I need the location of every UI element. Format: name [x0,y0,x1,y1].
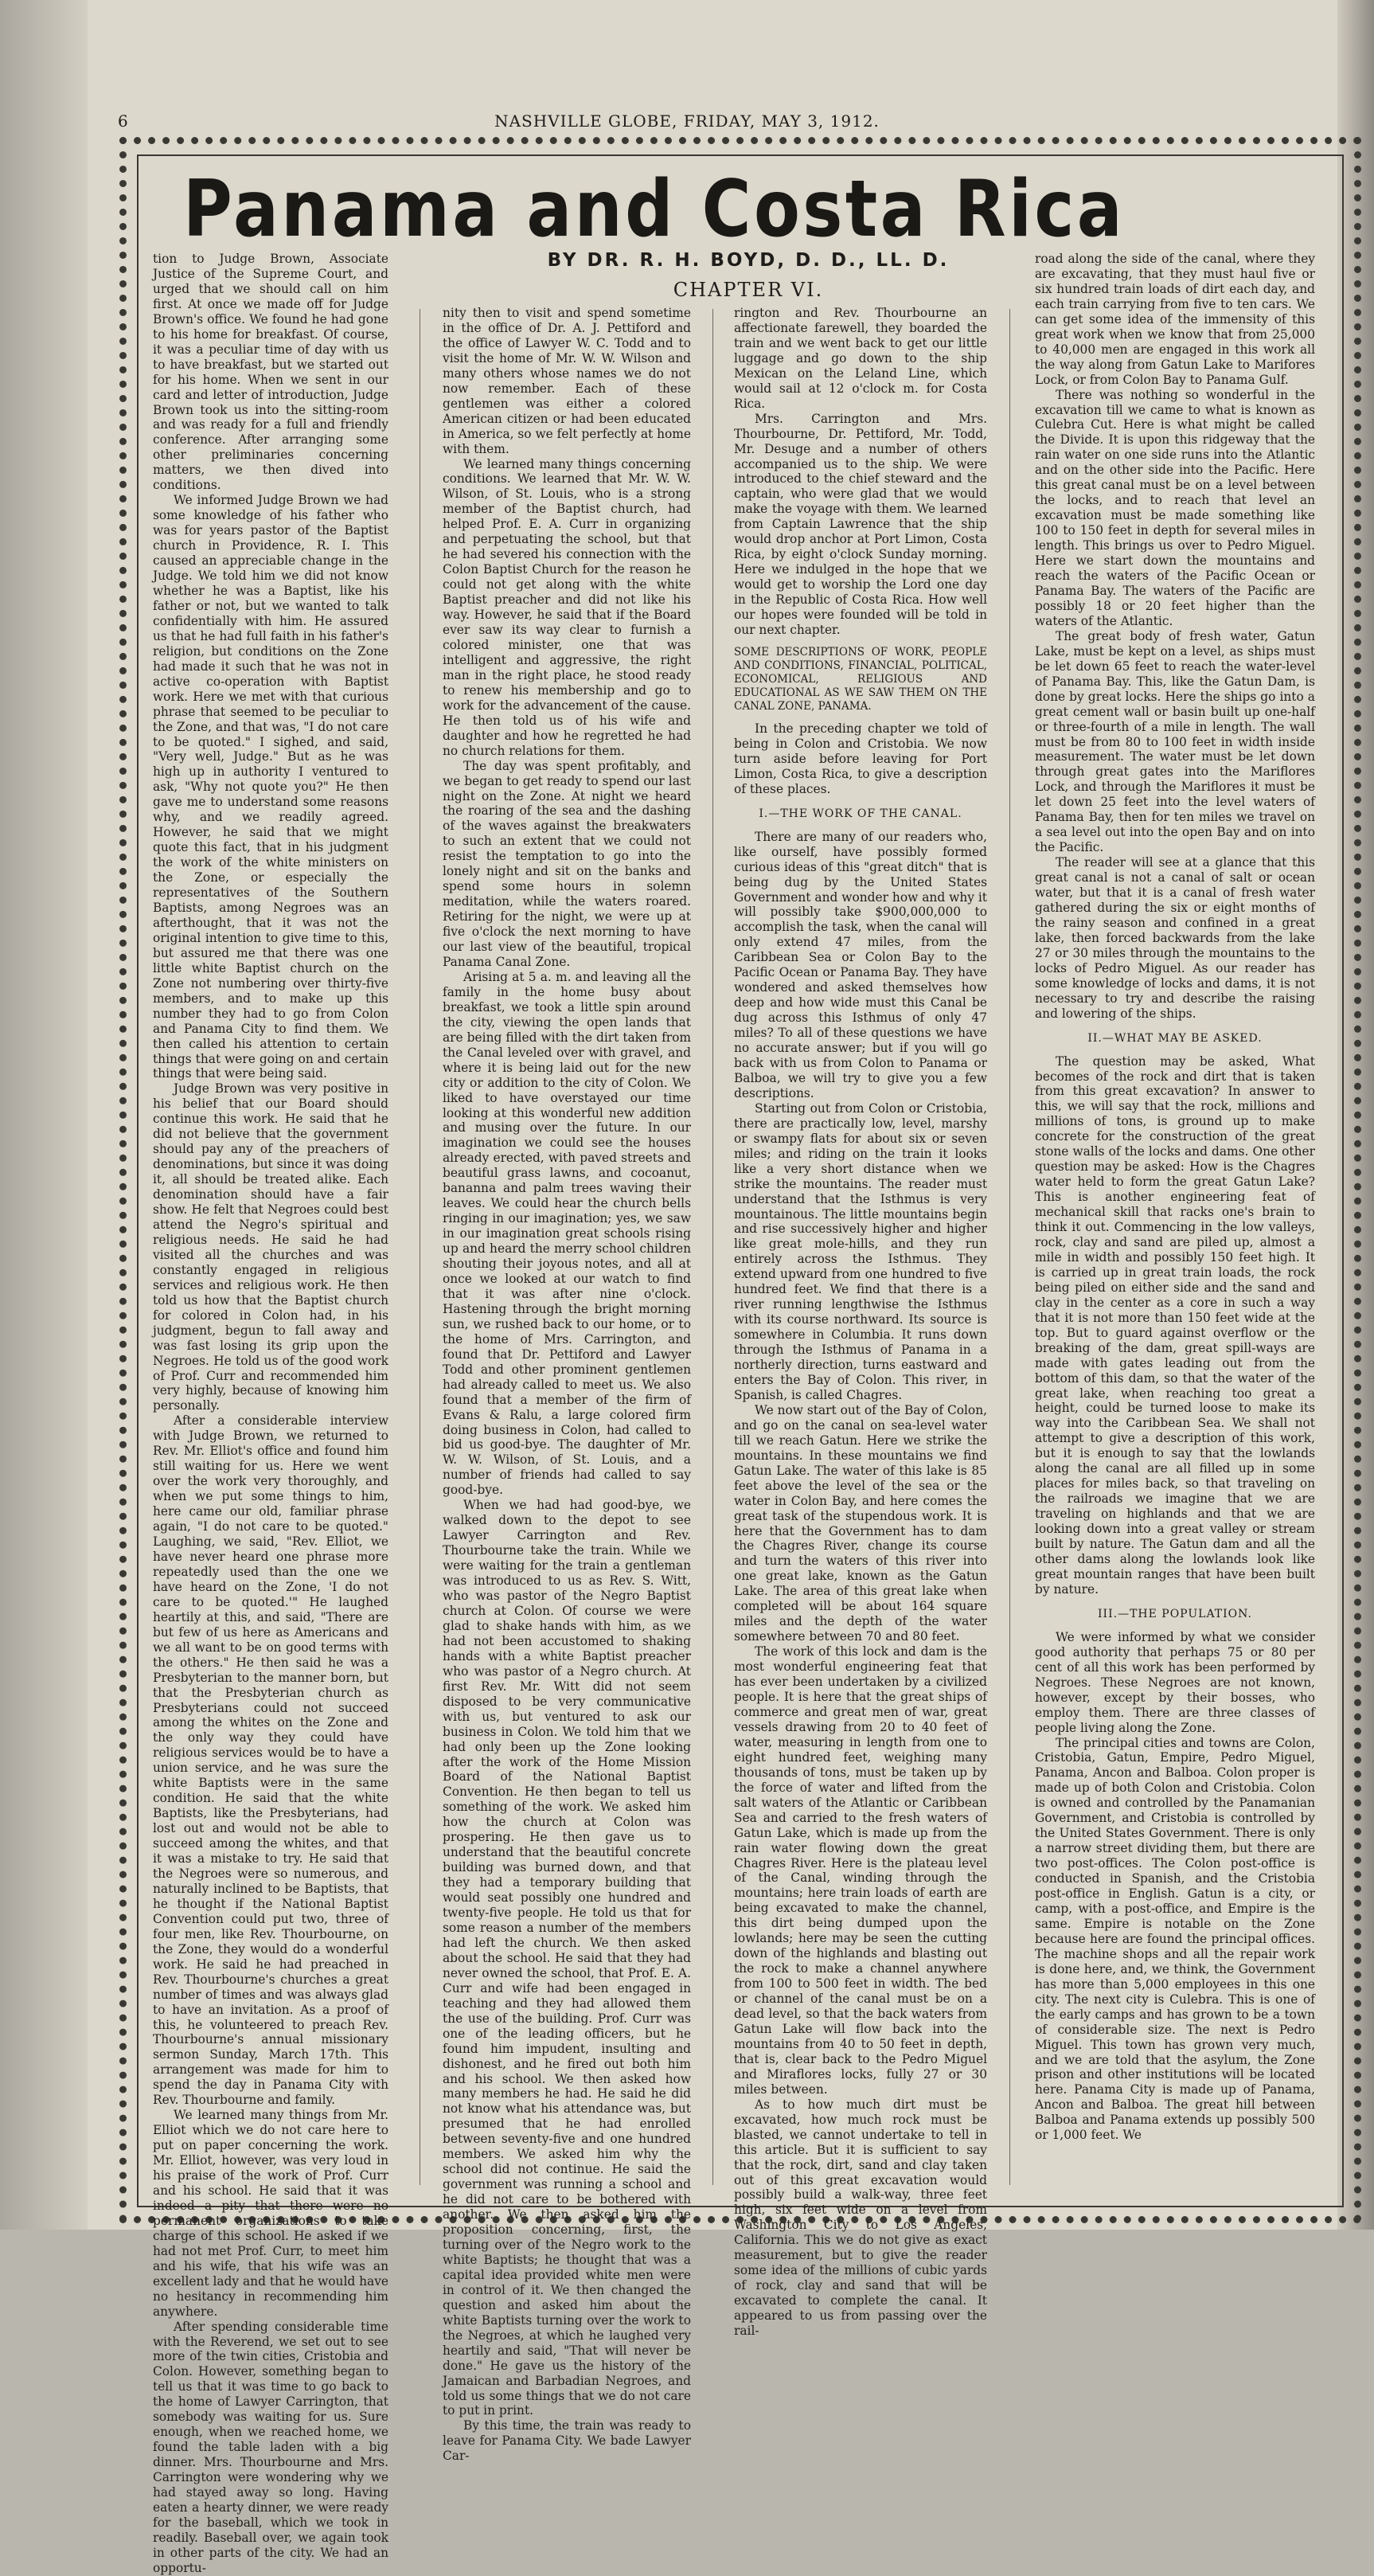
paragraph: Starting out from Colon or Cristobia, there are practically low, level, marshy or swampy flats for about six or seven miles; and riding on the train it looks like a very short distance when we strike the mountains. The reader must understand that the Isthmus is very mountainous. The little mountains begin and rise successively higher and higher like great mole-hills, and they run entirely across the Isthmus. They extend upward from one hundred to five hundred feet. We find that there is a river running lengthwise the Isthmus with its course northward. Its source is somewhere in Columbia. It runs down through the Isthmus of Panama in a northerly direction, turns eastward and enters the Bay of Colon. This river, in Spanish, is called Chagres. [734,1100,987,1402]
paragraph: We informed Judge Brown we had some knowledge of his father who was for years pastor of the Baptist church in Providence, R. I. This caused an appreciable change in the Judge. We told him we did not know whether he was a Baptist, like his father or not, but we wanted to talk confidentially with him. He assured us that he had full faith in his father's religion, but conditions on the Zone had made it such that he was not in active co-operation with Baptist work. Here we met with that curious phrase that seemed to be peculiar to the Zone, and that was, "I do not care to be quoted." I sighed, and said, "Very well, Judge." But as he was high up in authority I ventured to ask, "Why not quote you?" He then gave me to understand some reasons why, and we readily agreed. However, he said that we might quote this fact, that in his judgment the work of the white ministers on the Zone, or especially the representatives of the Southern Baptists, among Negroes was an afterthought, that it was not the original intention to give time to this, but assured me that there was one little white Baptist church on the Zone not numbering over thirty-five members, and to make up this number they had to go from Colon and Panama City to find them. We then called his attention to certain things that were going on and certain things that were being said. [153,493,388,1081]
section-heading: II.—WHAT MAY BE ASKED. [1087,1031,1263,1045]
paragraph: The day was spent profitably, and we began to get ready to spend our last night on the Zone. At night we heard the roaring of the sea and the dashing of the waves against the breakwaters to such an extent that we could not resist the temptation to go into the lonely night and sit on the banks and spend some hours in solemn meditation, while the waters roared. Retiring for the night, we were up at five o'clock the next morning to have our last view of the beautiful, tropical Panama Canal Zone. [443,758,691,969]
paragraph: After a considerable interview with Judge Brown, we returned to Rev. Mr. Elliot's office and found him still waiting for us. Here we went over the work very thoroughly, and when we put some things to him, here came our old, familiar phrase again, "I do not care to be quoted." Laughing, we said, "Rev. Elliot, we have never heard one phrase more repeatedly used than the one we have heard on the Zone, 'I do not care to be quoted.'" He laughed heartily at this, and said, "There are but few of us here as Americans and we all want to be on good terms with the others." He then said he was a Presbyterian to the manner born, but that the Presbyterian church as Presbyterians could not succeed among the whites on the Zone and the only way they could have religious services would be to have a union service, and he was sure the white Baptists were in the same condition. He said that the white Baptists, like the Presbyterians, had lost out and would not be able to succeed among the whites, and that it was a mistake to try. He said that the Negroes were so numerous, and naturally inclined to be Baptists, that he thought if the National Baptist Convention could put two, three of four men, like Rev. Thourbourne, on the Zone, they would do a wonderful work. He said he had preached in Rev. Thourbourne's churches a great number of times and was always glad to have an invitation. As a proof of this, he volunteered to preach Rev. Thourbourne's annual missionary sermon Sunday, March 17th. This arrangement was made for him to spend the day in Panama City with Rev. Thourbourne and family. [153,1413,388,2108]
page-fold-shadow-left [0,0,88,2230]
section-subheading: SOME DESCRIPTIONS OF WORK, PEOPLE AND CONDITIONS, FINANCIAL, POLITICAL, ECONOMICAL, RELIGIOUS AND EDUCATIONAL AS WE SAW THEM ON THE CANAL ZONE, PANAMA. [734,645,987,713]
article-column-4 [1035,252,1315,2187]
article-column-3 [734,306,987,2339]
column-rule [712,309,713,2185]
paragraph: Judge Brown was very positive in his belief that our Board should continue this work. He said that he did not believe that the government should pay any of the preachers of denominations, but since it was doing it, all should be treated alike. Each denomination should have a fair show. He felt that Negroes could best attend the Negro's spiritual and religious needs. He said he had visited all the churches and was constantly engaged in religious services and religious work. He then told us how that the Baptist church for colored in Colon had, in his judgment, begun to fall away and was fast losing its grip upon the Negroes. He told us of the good work of Prof. Curr and recommended him very highly, because of knowing him personally. [153,1081,388,1413]
article-headline: Panama and Costa Rica [183,164,1126,255]
paragraph: Arising at 5 a. m. and leaving all the family in the home busy about breakfast, we took a little spin around the city, viewing the open lands that are being filled with the dirt taken from the Canal leveled over with gravel, and where it is being laid out for the new city or addition to the city of Colon. We liked to have overstayed our time looking at this wonderful new addition and musing over the future. In our imagination we could see the houses already erected, with paved streets and beautiful grass lawns, and cocoanut, bananna and palm trees waving their leaves. We could hear the church bells ringing in our imagination; yes, we saw in our imagination great schools rising up and heard the merry school children shouting their joyous notes, and all at once we looked at our watch to find that it was after nine o'clock. Hastening through the bright morning sun, we rushed back to our home, or to the home of Mrs. Carrington, and found that Dr. Pettiford and Lawyer Todd and other prominent gentlemen had already called to meet us. We also found that a member of the firm of Evans & Ralu, a large colored firm doing business in Colon, had called to bid us good-bye. The daughter of Mr. W. W. Wilson, of St. Louis, and a number of friends had called to say good-bye. [443,969,691,1498]
paragraph: After spending considerable time with the Reverend, we set out to see more of the twin cities, Cristobia and Colon. However, something began to tell us that it was time to go back to the home of Lawyer Carrington, that somebody was waiting for us. Sure enough, when we reached home, we found the table laden with a big dinner. Mrs. Thourbourne and Mrs. Carrington were wondering why we had stayed away so long. Having eaten a hearty dinner, we were ready for the baseball, which we took in readily. Baseball over, we again took in other parts of the city. We had an opportu- [153,2319,388,2575]
paragraph: As to how much dirt must be excavated, how much rock must be blasted, we cannot undertake to tell in this article. But it is sufficient to say that the rock, dirt, sand and clay taken out of this great excavation would possibly build a walk-way, three feet high, six feet wide on a level from Washington City to Los Angeles, California. This we do not give as exact measurement, but to give the reader some idea of the millions of cubic yards of rock, clay and sand that will be excavated to complete the canal. It appeared to us from passing over the rail- [734,2097,987,2339]
paragraph: The work of this lock and dam is the most wonderful engineering feat that has ever been undertaken by a civilized people. It is here that the great ships of commerce and great men of war, great vessels drawing from 20 to 40 feet of water, measuring in length from one to eight hundred feet, weighing many thousands of tons, must be taken up by the force of water and lifted from the salt waters of the Atlantic or Caribbean Sea and carried to the fresh waters of Gatun Lake, which is made up from the rain water flowing down the great Chagres River. Here is the plateau level of the Canal, winding through the mountains; here train loads of earth are being excavated to make the channel, this dirt being dumped upon the lowlands; here may be seen the cutting down of the highlands and blasting out the rock to make a channel anywhere from 100 to 500 feet in width. The bed or channel of the canal must be on a dead level, so that the back waters from Gatun Lake will flow back into the mountains from 40 to 50 feet in depth, that is, clear back to the Pedro Miguel and Miraflores locks, fully 27 or 30 miles between. [734,1644,987,2097]
paragraph: We now start out of the Bay of Colon, and go on the canal on sea-level water till we reach Gatun. Here we strike the mountains. In these mountains we find Gatun Lake. The water of this lake is 85 feet above the level of the sea or the water in Colon Bay, and here comes the great task of the stupendous work. It is here that the Government has to dam the Chagres River, change its course and turn the waters of this river into one great lake, known as the Gatun Lake. The area of this great lake when completed will be about 164 square miles and the depth of the water somewhere between 70 and 80 feet. [734,1402,987,1644]
chapter-heading: CHAPTER VI. [673,279,824,301]
paragraph: The great body of fresh water, Gatun Lake, must be kept on a level, as ships must be let down 65 feet to reach the water-level of Panama Bay. This, like the Gatun Dam, is done by great locks. Here the ships go into a great cement wall or basin built up one-half or three-fourth of a mile in length. The wall must be from 80 to 100 feet in width inside measurement. The water must be let down through great gates into the Mariflores Lock, and through the Mariflores it must be let down 25 feet into the level waters of Panama Bay, then for ten miles we travel on a sea level out into the open Bay and on into the Pacific. [1035,628,1315,855]
page-number: 6 [118,111,129,131]
paragraph: The reader will see at a glance that this great canal is not a canal of salt or ocean water, but that it is a canal of fresh water gathered during the six or eight months of the rainy season and confined in a great lake, then forced backwards from the lake 27 or 30 miles through the mountains to the locks of Pedro Miguel. As our reader has some knowledge of locks and dams, it is not necessary to try and describe the raising and lowering of the ships. [1035,855,1315,1021]
article-byline: BY DR. R. H. BOYD, D. D., LL. D. [547,250,950,271]
paragraph: In the preceding chapter we told of being in Colon and Cristobia. We now turn aside before leaving for Port Limon, Costa Rica, to give a description of these places. [734,721,987,796]
paragraph: We learned many things from Mr. Elliot which we do not care here to put on paper concerning the work. Mr. Elliot, however, was very loud in his praise of the work of Prof. Curr and his school. He said that it was indeed a pity that there were no permanent organizations to take charge of this school. He asked if we had not met Prof. Curr, to meet him and his wife, that his wife was an excellent lady and that he would have no hesitancy in recommending him anywhere. [153,2108,388,2319]
paragraph: rington and Rev. Thourbourne an affectionate farewell, they boarded the train and we went back to get our little luggage and go down to the ship Mexican on the Leland Line, which would sail at 12 o'clock m. for Costa Rica. [734,306,987,411]
paragraph: road along the side of the canal, where they are excavating, that they must haul five or six hundred train loads of dirt each day, and each train carrying from five to ten cars. We can get some idea of the immensity of this great work when we know that from 25,000 to 40,000 men are engaged in this work all the way along from Gatun Lake to Marifores Lock, or from Colon Bay to Panama Gulf. [1035,252,1315,387]
dateline: NASHVILLE GLOBE, FRIDAY, MAY 3, 1912. [494,111,880,131]
paragraph: tion to Judge Brown, Associate Justice of the Supreme Court, and urged that we should call on him first. At once we made off for Judge Brown's office. We found he had gone to his home for breakfast. Of course, it was a peculiar time of day with us to have breakfast, but we started out for his home. When we sent in our card and letter of introduction, Judge Brown took us into the sitting-room and was ready for a full and friendly conference. After arranging some other preliminaries concerning matters, we then dived into conditions. [153,252,388,493]
column-rule [1009,309,1010,2185]
paragraph: By this time, the train was ready to leave for Panama City. We bade Lawyer Car- [443,2418,691,2464]
paragraph: When we had had good-bye, we walked down to the depot to see Lawyer Carrington and Rev. Thourbourne take the train. While we were waiting for the train a gentleman was introduced to us as Rev. S. Witt, who was pastor of the Negro Baptist church at Colon. Of course we were glad to shake hands with him, as we had not been accustomed to shaking hands with a white Baptist preacher who was pastor of a Negro church. At first Rev. Mr. Witt did not seem disposed to be very communicative with us, but ventured to ask our business in Colon. We told him that we had only been up the Zone looking after the work of the Home Mission Board of the National Baptist Convention. He then began to tell us something of the work. We asked him how the church at Colon was prospering. He then gave us to understand that the beautiful concrete building was burned down, and that they had a temporary building that would seat possibly one hundred and twenty-five people. He told us that for some reason a number of the members had left the church. We then asked about the school. He said that they had never owned the school, that Prof. E. A. Curr and wife had been engaged in teaching and they had allowed them the use of the building. Prof. Curr was one of the leading officers, but he found him impudent, insulting and dishonest, and he fired out both him and his school. We then asked how many members he had. He said he did not know what his attendance was, but presumed that he had enrolled between seventy-five and one hundred members. We asked him why the school did not continue. He said the government was running a school and he did not care to be bothered with another. We then asked him the proposition concerning, first, the turning over of the Negro work to the white Baptists; he thought that was a capital idea provided white men were in control of it. We then changed the question and asked him about the white Baptists turning over the work to the Negroes, at which he laughed very heartily and said, "That will never be done." He gave us the history of the Jamaican and Barbadian Negroes, and told us some things that we do not care to put in print. [443,1498,691,2418]
paragraph: nity then to visit and spend sometime in the office of Dr. A. J. Pettiford and the office of Lawyer W. C. Todd and to visit the home of Mr. W. W. Wilson and many others whose names we do not now remember. Each of these gentlemen was either a colored American citizen or had been educated in America, so we felt perfectly at home with them. [443,306,692,456]
paragraph: Mrs. Carrington and Mrs. Thourbourne, Dr. Pettiford, Mr. Todd, Mr. Desuge and a number of others accompanied us to the ship. We were introduced to the chief steward and the captain, who were glad that we would make the voyage with them. We learned from Captain Lawrence that the ship would drop anchor at Port Limon, Costa Rica, by eight o'clock Sunday morning. Here we indulged in the hope that we would get to worship the Lord one day in the Republic of Costa Rica. How well our hopes were founded will be told in our next chapter. [734,411,987,638]
paragraph: There was nothing so wonderful in the excavation till we came to what is known as Culebra Cut. Here is what might be called the Divide. It is upon this ridgeway that the rain water on one side runs into the Atlantic and on the other side into the Pacific. Here this great canal must be on a level between the locks, and to reach that level an excavation must be made something like 100 to 150 feet in depth for several miles in length. This brings us over to Pedro Miguel. Here we start down the mountains and reach the waters of the Pacific Ocean or Panama Bay. The waters of the Pacific are possibly 18 or 20 feet higher than the waters of the Atlantic. [1035,387,1315,628]
paragraph: The question may be asked, What becomes of the rock and dirt that is taken from this great excavation? In answer to this, we will say that the rock, millions and millions of tons, is ground up to make concrete for the construction of the great stone walls of the locks and dams. One other question may be asked: How is the Chagres water held to form the great Gatun Lake? This is another engineering feat of mechanical skill that racks one's brain to think it out. Commencing in the low valleys, rock, clay and sand are piled up, almost a mile in width and possibly 150 feet high. It is carried up in great train loads, the rock being piled on either side and the sand and clay in the center as a core in such a way that it is not more than 150 feet wide at the top. But to guard against overflow or the breaking of the dam, great spill-ways are made with gates leading out from the bottom of this dam, so that the water of the great lake, when reaching too great a height, could be turned loose to make its way into the Caribbean Sea. We shall not attempt to give a description of this work, but it is enough to say that the lowlands along the canal are all filled up in some places for miles back, so that traveling on the railroads we imagine that we are traveling on highlands and that we are looking down into a great valley or stream built by nature. The Gatun dam and all the other dams along the lowlands look like great mountain ranges that have been built by nature. [1035,1053,1315,1597]
section-heading: III.—THE POPULATION. [1098,1607,1252,1620]
section-heading: I.—THE WORK OF THE CANAL. [759,807,962,820]
article-column-1 [153,252,388,2575]
paragraph: We learned many things concerning conditions. We learned that Mr. W. W. Wilson, of St. Louis, who is a strong member of the Baptist church, had helped Prof. E. A. Curr in organizing and perpetuating the school, but that he had severed his connection with the Colon Baptist Church for the reason he could not get along with the white Baptist preacher and did not like his way. However, he said that if the Board ever saw its way clear to furnish a colored minister, one that was intelligent and aggressive, the right man in the right place, he stood ready to renew his membership and go to work for the advancement of the cause. He then told us of his wife and daughter and how he regretted he had no church relations for them. [443,456,691,758]
paragraph: The principal cities and towns are Colon, Cristobia, Gatun, Empire, Pedro Miguel, Panama, Ancon and Balboa. Colon proper is made up of both Colon and Cristobia. Colon is owned and controlled by the Panamanian Government, and Cristobia is controlled by the United States Government. There is only a narrow street dividing them, but there are two post-offices. The Colon post-office is conducted in Spanish, and the Cristobia post-office in English. Gatun is a city, or camp, with a post-office, and Empire is the same. Empire is notable on the Zone because here are found the principal offices. The machine shops and all the repair work is done here, and, we think, the Government has more than 5,000 employees in this one city. The next city is Culebra. This is one of the early camps and has grown to be a town of considerable size. The next is Pedro Miguel. This town has grown very much, and we are told that the asylum, the Zone prison and other institutions will be located here. Panama City is made up of Panama, Ancon and Balboa. The great hill between Balboa and Panama extends up possibly 500 or 1,000 feet. We [1035,1735,1315,2143]
paragraph: There are many of our readers who, like ourself, have possibly formed curious ideas of this "great ditch" that is being dug by the United States Government and wonder how and why it will possibly take $900,000,000 to accomplish the task, when the canal will only extend 47 miles, from the Caribbean Sea or Colon Bay to the Pacific Ocean or Panama Bay. They have wondered and asked themselves how deep and how wide must this Canal be dug across this Isthmus of only 47 miles? To all of these questions we have no accurate answer; but if you will go back with us from Colon to Panama or Balboa, we will try to give you a few descriptions. [734,829,987,1100]
article-column-2 [443,306,692,2464]
paragraph: We were informed by what we consider good authority that perhaps 75 or 80 per cent of all this work has been performed by Negroes. These Negroes are not known, however, except by their bosses, who employ them. There are three classes of people living along the Zone. [1035,1629,1315,1735]
